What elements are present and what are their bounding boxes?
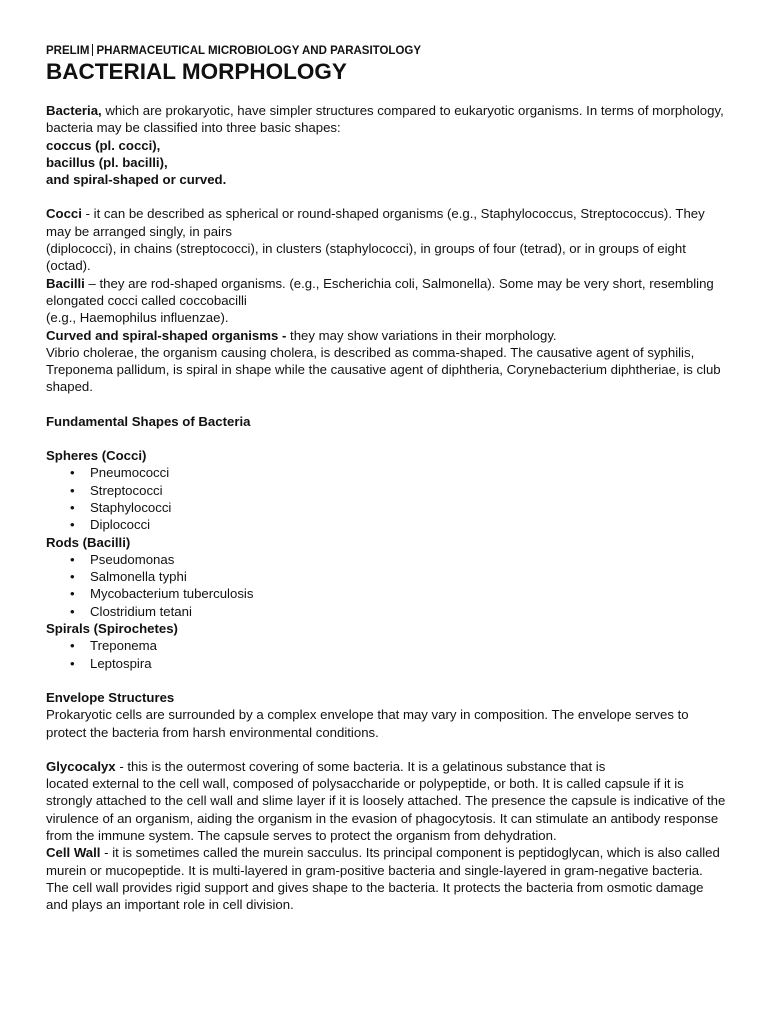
bacilli-text-2: (e.g., Haemophilus influenzae). bbox=[46, 310, 229, 326]
curved-term: Curved and spiral-shaped organisms - bbox=[46, 327, 287, 343]
curved-text-2: Vibrio cholerae, the organism causing cholera, is described as comma-shaped. The causative agent of syphilis, Treponema pallidum, is spiral in shape while the causative agent of diphtheria, Corynebacterium diphtheriae, is club shaped. bbox=[46, 344, 721, 395]
envelope-section bbox=[46, 689, 726, 741]
curved-text-1: they may show variations in their morphology. bbox=[286, 327, 557, 343]
list-item: • Leptospira bbox=[70, 655, 726, 672]
cocci-text-2: (diplococci), in chains (streptococci), in clusters (staphylococci), in groups of four (tetrad), or in groups of eight (octad). bbox=[46, 241, 686, 274]
shape-groups bbox=[46, 447, 726, 672]
shapes-description-section bbox=[46, 205, 726, 395]
group-heading-spirals: Spirals (Spirochetes) bbox=[46, 621, 178, 637]
cocci-paragraph bbox=[46, 205, 726, 240]
intro-lead-text: which are prokaryotic, have simpler structures compared to eukaryotic organisms. In terms of morphology, bacteria may be classified into three basic shapes: bbox=[46, 103, 724, 136]
cell-wall-paragraph bbox=[46, 844, 726, 913]
shape-spiral: and spiral-shaped or curved. bbox=[46, 172, 227, 188]
list-item: • Pneumococci bbox=[70, 464, 726, 481]
group-heading-bacilli: Rods (Bacilli) bbox=[46, 534, 131, 550]
curved-paragraph bbox=[46, 327, 726, 344]
intro-paragraph bbox=[46, 102, 726, 137]
glycocalyx-text-2: located external to the cell wall, composed of polysaccharide or polypeptide, or both. It is called capsule if it is strongly attached to the cell wall and slime layer if it is loosely attached. The presence the capsule is indicative of the virulence of an organism, aiding the organism in the evasion of phagocytosis. It can stimulate an antibody response from the immune system. The capsule serves to protect the organism from dehydration. bbox=[46, 776, 726, 843]
list-item: • Diplococci bbox=[70, 516, 726, 533]
fundamental-shapes-section bbox=[46, 413, 726, 672]
bacilli-list bbox=[46, 551, 726, 620]
list-item: • Mycobacterium tuberculosis bbox=[70, 585, 726, 602]
document-page bbox=[46, 44, 726, 913]
shape-coccus: coccus (pl. cocci), bbox=[46, 137, 161, 153]
cell-wall-term: Cell Wall bbox=[46, 845, 101, 861]
header-separator bbox=[92, 44, 93, 56]
course-code: PRELIM bbox=[46, 45, 90, 57]
cocci-term: Cocci bbox=[46, 206, 82, 222]
envelope-paragraph: Prokaryotic cells are surrounded by a complex envelope that may vary in composition. The envelope serves to protect the bacteria from harsh environmental conditions. bbox=[46, 707, 689, 740]
page-title: BACTERIAL MORPHOLOGY bbox=[46, 59, 347, 84]
list-item: • Treponema bbox=[70, 637, 726, 654]
fundamental-heading: Fundamental Shapes of Bacteria bbox=[46, 413, 251, 429]
cocci-text-1: - it can be described as spherical or round-shaped organisms (e.g., Staphylococcus, Streptococcus). They may be arranged singly, in pairs bbox=[46, 206, 705, 239]
cocci-list bbox=[46, 464, 726, 533]
glycocalyx-text-1: - this is the outermost covering of some bacteria. It is a gelatinous substance that is bbox=[115, 758, 606, 774]
intro-section bbox=[46, 102, 726, 188]
envelope-heading: Envelope Structures bbox=[46, 689, 175, 705]
list-item: • Streptococci bbox=[70, 482, 726, 499]
document-header bbox=[46, 44, 726, 58]
bacilli-term: Bacilli bbox=[46, 275, 85, 291]
bacilli-text-1: – they are rod-shaped organisms. (e.g., Escherichia coli, Salmonella). Some may be very short, resembling elongated cocci called coccobacilli bbox=[46, 275, 714, 308]
list-item: • Pseudomonas bbox=[70, 551, 726, 568]
group-heading-cocci: Spheres (Cocci) bbox=[46, 448, 147, 464]
glycocalyx-paragraph bbox=[46, 758, 726, 775]
list-item: • Salmonella typhi bbox=[70, 568, 726, 585]
intro-lead-term: Bacteria, bbox=[46, 103, 102, 118]
cell-wall-text: - it is sometimes called the murein sacculus. Its principal component is peptidoglycan, which is also called murein or mucopeptide. It is multi-layered in gram-positive bacteria and single-layered in gram-negative bacteria. The cell wall provides rigid support and gives shape to the bacteria. It protects the bacteria from osmotic damage and plays an important role in cell division. bbox=[46, 845, 720, 913]
list-item: • Clostridium tetani bbox=[70, 603, 726, 620]
course-title: PHARMACEUTICAL MICROBIOLOGY AND PARASITOLOGY bbox=[96, 45, 422, 57]
bacilli-paragraph bbox=[46, 275, 726, 310]
spirals-list bbox=[46, 637, 726, 672]
shape-bacillus: bacillus (pl. bacilli), bbox=[46, 154, 168, 170]
glycocalyx-term: Glycocalyx bbox=[46, 758, 116, 774]
list-item: • Staphylococci bbox=[70, 499, 726, 516]
structures-section bbox=[46, 758, 726, 914]
